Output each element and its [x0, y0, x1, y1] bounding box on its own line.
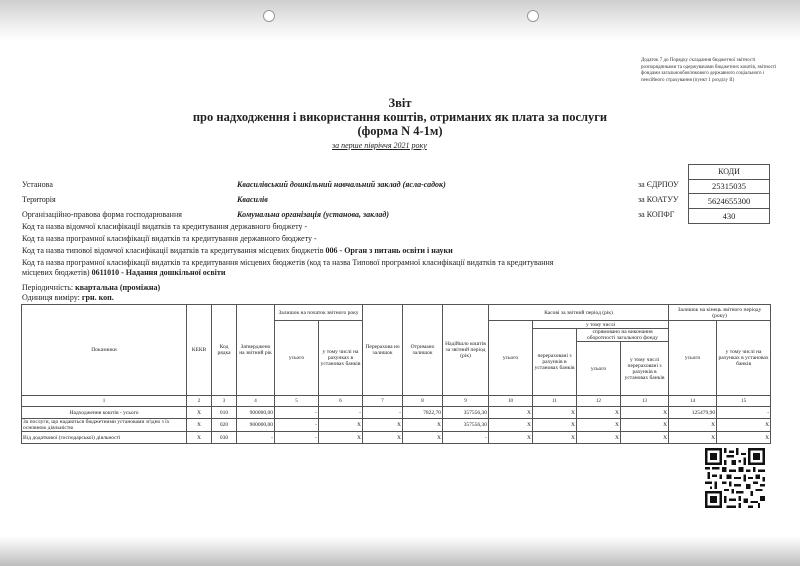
qr-code-icon	[705, 448, 765, 508]
col-end-banks: у тому числі на рахунках в установах банків	[717, 321, 771, 396]
cell: -	[319, 407, 363, 419]
cell: X	[533, 407, 577, 419]
col-num: 13	[621, 396, 669, 407]
cell: 7822,70	[403, 407, 443, 419]
col-end-balance: Залишок на кінець звітного періоду (року)	[669, 305, 771, 321]
institution-label: Установа	[22, 180, 53, 189]
col-kekv: КЕКВ	[187, 305, 212, 396]
col-num: 6	[319, 396, 363, 407]
table-row	[22, 432, 771, 444]
col-spent: Касові за звітний період (рік)	[489, 305, 669, 321]
unit-label: Одиниця виміру:	[22, 293, 80, 302]
territory-value: Квасилів	[237, 195, 268, 204]
cell: X	[319, 419, 363, 432]
table-row	[22, 419, 771, 432]
col-num: 11	[533, 396, 577, 407]
legal-form-label: Організаційно-правова форма господарювання	[22, 210, 182, 219]
periodicity-line	[22, 283, 160, 292]
scan-shadow-top	[0, 0, 800, 42]
cell: X	[187, 432, 212, 444]
report-table	[21, 304, 771, 444]
code-label-koatuu: за КОАТУУ	[638, 195, 679, 204]
cell: X	[489, 432, 533, 444]
report-form: (форма N 4-1м)	[357, 124, 443, 138]
scan-shadow-bottom	[0, 536, 800, 566]
col-spent-own: перераховані з рахунків в установах банків	[533, 329, 577, 396]
cell: 357556,30	[443, 419, 489, 432]
code-label-kopfg: за КОПФГ	[638, 210, 675, 219]
periodicity-value: квартальна (проміжна)	[75, 283, 161, 292]
col-spent-general-banks: у тому числі перераховані з рахунків в установах банків	[621, 342, 669, 396]
code-value-kopfg: 430	[688, 209, 770, 224]
local-program-line-1: Код та назва програмної класифікації видатків та кредитування місцевих бюджетів (код та назва Типової програмної класифікації видатків та кредитування	[22, 258, 554, 267]
code-value-edrpou: 25315035	[688, 179, 770, 194]
local-program-line-2	[22, 268, 225, 277]
punch-hole-right	[527, 10, 539, 22]
cell: X	[363, 432, 403, 444]
cell: X	[489, 419, 533, 432]
col-received: Отримано залишок	[403, 305, 443, 396]
cell: X	[669, 432, 717, 444]
cell: 010	[212, 407, 237, 419]
col-spent-total: усього	[489, 321, 533, 396]
col-num: 12	[577, 396, 621, 407]
cell: -	[275, 432, 319, 444]
cell: -	[443, 432, 489, 444]
col-indicator: Показники	[22, 305, 187, 396]
cell: 900000,00	[237, 407, 275, 419]
col-transferred: Перерахова но залишок	[363, 305, 403, 396]
col-income: Надійшло коштів за звітний період (рік)	[443, 305, 489, 396]
cell: 900000,00	[237, 419, 275, 432]
col-spent-incl: у тому числі	[533, 321, 669, 329]
col-num: 1	[22, 396, 187, 407]
cell: 357556,30	[443, 407, 489, 419]
program-classification-line: Код та назва програмної класифікації видатків та кредитування державного бюджету -	[22, 234, 317, 243]
col-num: 10	[489, 396, 533, 407]
cell: X	[669, 419, 717, 432]
code-label-edrpou: за ЄДРПОУ	[638, 180, 679, 189]
unit-line	[22, 293, 114, 302]
col-begin-balance: Залишок на початок звітного року	[275, 305, 363, 321]
cell: X	[717, 432, 771, 444]
cell: 125479,90	[669, 407, 717, 419]
col-num: 8	[403, 396, 443, 407]
legal-form-value: Комунальна організація (установа, заклад)	[237, 210, 390, 219]
col-num: 2	[187, 396, 212, 407]
row-name: За послуги, що надаються бюджетними установами згідно з їх основною діяльністю	[22, 419, 187, 432]
decree-note: Додаток 7 до Порядку складання бюджетної звітності розпорядниками та одержувачами бюджетних коштів, звітності фондами загальнообов'язкового державного соціального і пенсійного страхування (пункт 1 розділу II)	[641, 58, 777, 83]
cell: X	[621, 407, 669, 419]
cell: X	[577, 432, 621, 444]
cell: -	[275, 407, 319, 419]
cell: X	[621, 419, 669, 432]
col-spent-general-total: усього	[577, 342, 621, 396]
local-program-prefix: місцевих бюджетів)	[22, 268, 90, 277]
col-num: 3	[212, 396, 237, 407]
cell: 020	[212, 419, 237, 432]
local-dept-prefix: Код та назва типової відомчої класифікації видатків та кредитування місцевих бюджетів	[22, 246, 324, 255]
cell: X	[621, 432, 669, 444]
col-num: 14	[669, 396, 717, 407]
cell: X	[187, 407, 212, 419]
punch-hole-left	[263, 10, 275, 22]
cell: -	[717, 407, 771, 419]
table-row	[22, 407, 771, 419]
report-subtitle: про надходження і використання коштів, отриманих як плата за послуги	[192, 110, 608, 124]
cell: X	[577, 407, 621, 419]
col-end-total: усього	[669, 321, 717, 396]
cell: X	[187, 419, 212, 432]
code-value-koatuu: 5624655300	[688, 194, 770, 209]
cell: -	[275, 419, 319, 432]
col-num: 15	[717, 396, 771, 407]
report-period: за перше півріччя 2021 року	[332, 141, 427, 150]
row-name: Надходження коштів - усього	[22, 407, 187, 419]
row-name: Від додаткової (господарської) діяльності	[22, 432, 187, 444]
cell: X	[533, 432, 577, 444]
col-num: 9	[443, 396, 489, 407]
col-row-code: Код рядка	[212, 305, 237, 396]
dept-classification-line: Код та назва відомчої класифікації видатків та кредитування державного бюджету -	[22, 222, 308, 231]
local-dept-value: 006 - Орган з питань освіти і науки	[325, 246, 453, 255]
cell: -	[237, 432, 275, 444]
territory-label: Територія	[22, 195, 56, 204]
cell: X	[577, 419, 621, 432]
institution-value: Квасилівський дошкільний навчальний заклад (ясла-садок)	[237, 180, 446, 189]
periodicity-label: Періодичність:	[22, 283, 74, 292]
cell: X	[403, 432, 443, 444]
codes-header: КОДИ	[688, 164, 770, 180]
local-dept-classification-line	[22, 246, 453, 255]
column-numbers-row	[22, 396, 771, 407]
col-num: 7	[363, 396, 403, 407]
cell: 030	[212, 432, 237, 444]
cell: X	[403, 419, 443, 432]
cell: -	[363, 407, 403, 419]
col-begin-banks: у тому числі на рахунках в установах банків	[319, 321, 363, 396]
col-spent-general-fund: спрямовано на виконання оборотності загального фонду	[577, 329, 669, 342]
cell: X	[717, 419, 771, 432]
cell: X	[319, 432, 363, 444]
cell: X	[489, 407, 533, 419]
unit-value: грн. коп.	[81, 293, 114, 302]
report-title: Звіт	[388, 96, 412, 110]
col-num: 4	[237, 396, 275, 407]
cell: X	[533, 419, 577, 432]
col-begin-total: усього	[275, 321, 319, 396]
local-program-value: 0611010 - Надання дошкільної освіти	[91, 268, 226, 277]
col-num: 5	[275, 396, 319, 407]
col-approved: Затверджено на звітний рік	[237, 305, 275, 396]
cell: X	[363, 419, 403, 432]
